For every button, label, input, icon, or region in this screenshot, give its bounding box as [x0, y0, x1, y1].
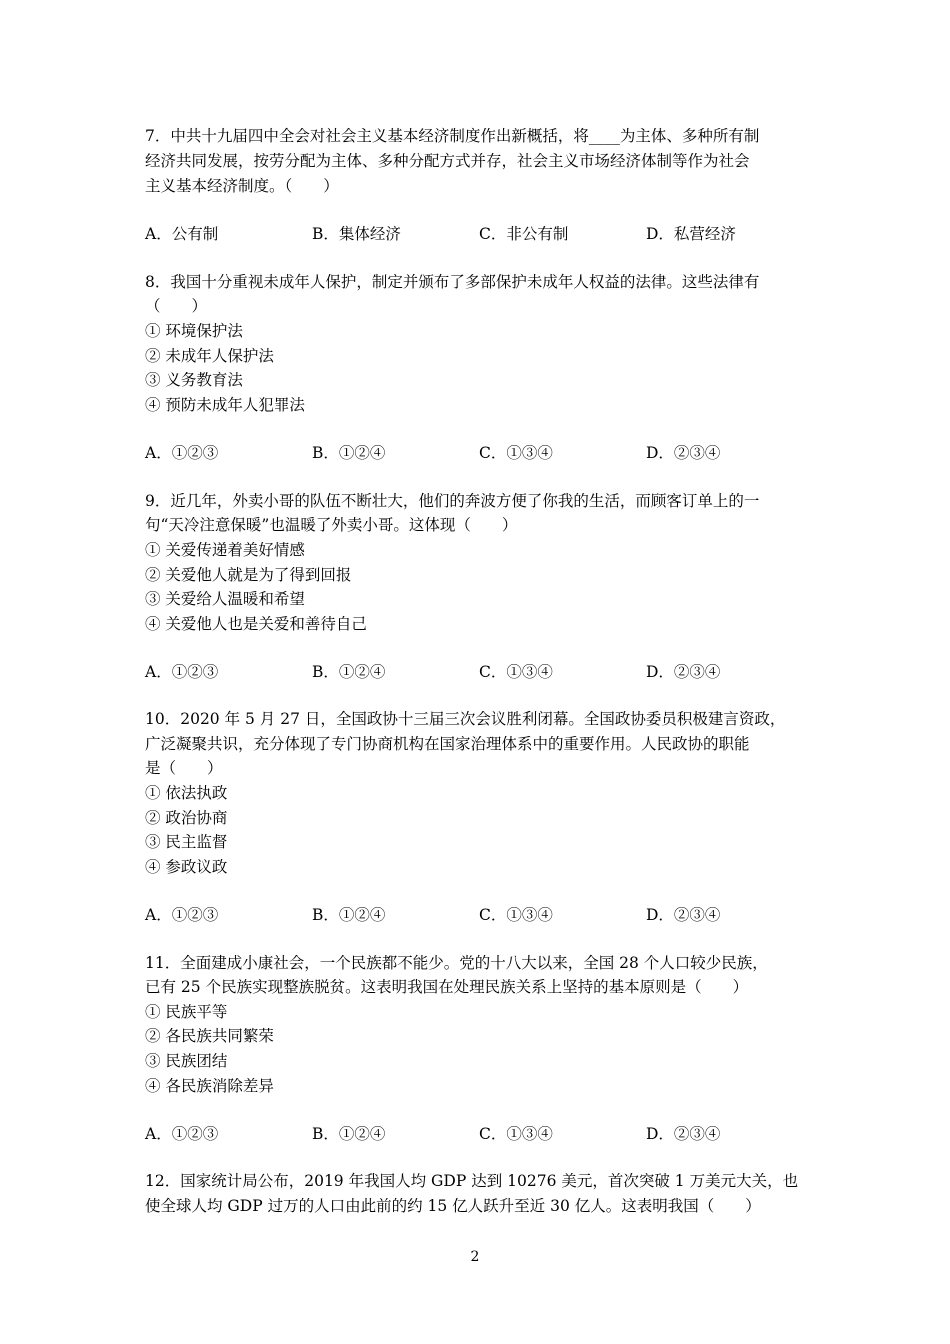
question-11-item-3: ③ 民族团结 [145, 1052, 228, 1070]
question-10-item-2: ② 政治协商 [145, 809, 228, 827]
question-11-stem-line-2: 已有 25 个民族实现整族脱贫。这表明我国在处理民族关系上坚持的基本原则是（ ） [145, 978, 749, 996]
question-10-option-d: D．②③④ [646, 906, 721, 924]
question-10-item-1: ① 依法执政 [145, 784, 228, 802]
page-number: 2 [470, 1249, 480, 1265]
question-8-option-d: D．②③④ [646, 444, 721, 462]
question-8-item-2: ② 未成年人保护法 [145, 347, 274, 365]
question-7-stem-line-2: 经济共同发展，按劳分配为主体、多种分配方式并存，社会主义市场经济体制等作为社会 [145, 152, 750, 170]
question-11-option-a: A．①②③ [145, 1125, 219, 1143]
question-12-stem-line-2: 使全球人均 GDP 过万的人口由此前的约 15 亿人跃升至近 30 亿人。这表明我国（ ） [145, 1197, 761, 1215]
question-8-item-1: ① 环境保护法 [145, 322, 243, 340]
question-9-item-4: ④ 关爱他人也是关爱和善待自己 [145, 615, 367, 633]
question-11-option-b: B．①②④ [312, 1125, 386, 1143]
question-9-item-2: ② 关爱他人就是为了得到回报 [145, 566, 352, 584]
question-8-stem-line-2: （ ） [145, 297, 208, 315]
question-10-option-a: A．①②③ [145, 906, 219, 924]
question-11-item-4: ④ 各民族消除差异 [145, 1077, 274, 1095]
question-9-option-c: C．①③④ [479, 663, 553, 681]
question-10-item-4: ④ 参政议政 [145, 858, 228, 876]
question-9-stem-line-1: 9．近几年，外卖小哥的队伍不断壮大，他们的奔波方便了你我的生活，而顾客订单上的一 [145, 492, 760, 510]
question-8-option-a: A．①②③ [145, 444, 219, 462]
question-9-item-1: ① 关爱传递着美好情感 [145, 541, 305, 559]
question-10-stem-line-1: 10．2020 年 5 月 27 日，全国政协十三届三次会议胜利闭幕。全国政协委员积极建言资政， [145, 710, 786, 728]
question-10-stem-line-3: 是（ ） [145, 759, 223, 777]
question-9-option-a: A．①②③ [145, 663, 219, 681]
question-8-option-b: B．①②④ [312, 444, 386, 462]
question-10-option-c: C．①③④ [479, 906, 553, 924]
question-9-stem-line-2: 句“天冷注意保暖”也温暖了外卖小哥。这体现（ ） [145, 516, 518, 534]
question-9-option-b: B．①②④ [312, 663, 386, 681]
question-7-stem-line-3: 主义基本经济制度。（ ） [145, 177, 339, 195]
question-12-stem-line-1: 12．国家统计局公布，2019 年我国人均 GDP 达到 10276 美元，首次突破 1 万美元大关，也 [145, 1172, 799, 1190]
question-7-option-a: A．公有制 [145, 225, 219, 243]
question-9-option-d: D．②③④ [646, 663, 721, 681]
question-11-stem-line-1: 11．全面建成小康社会，一个民族都不能少。党的十八大以来，全国 28 个人口较少民族， [145, 954, 768, 972]
question-10-item-3: ③ 民主监督 [145, 833, 228, 851]
question-7-option-c: C．非公有制 [479, 225, 569, 243]
question-11-item-1: ① 民族平等 [145, 1003, 228, 1021]
question-8-item-3: ③ 义务教育法 [145, 371, 243, 389]
question-11-item-2: ② 各民族共同繁荣 [145, 1027, 274, 1045]
question-7-option-d: D．私营经济 [646, 225, 736, 243]
question-8-option-c: C．①③④ [479, 444, 553, 462]
question-7-stem-line-1: 7．中共十九届四中全会对社会主义基本经济制度作出新概括，将____为主体、多种所有制 [145, 127, 760, 145]
question-11-option-d: D．②③④ [646, 1125, 721, 1143]
question-8-stem-line-1: 8．我国十分重视未成年人保护，制定并颁布了多部保护未成年人权益的法律。这些法律有 [145, 273, 760, 291]
question-7-option-b: B．集体经济 [312, 225, 401, 243]
question-11-option-c: C．①③④ [479, 1125, 553, 1143]
question-10-option-b: B．①②④ [312, 906, 386, 924]
question-10-stem-line-2: 广泛凝聚共识，充分体现了专门协商机构在国家治理体系中的重要作用。人民政协的职能 [145, 735, 750, 753]
question-9-item-3: ③ 关爱给人温暖和希望 [145, 590, 305, 608]
question-8-item-4: ④ 预防未成年人犯罪法 [145, 396, 305, 414]
